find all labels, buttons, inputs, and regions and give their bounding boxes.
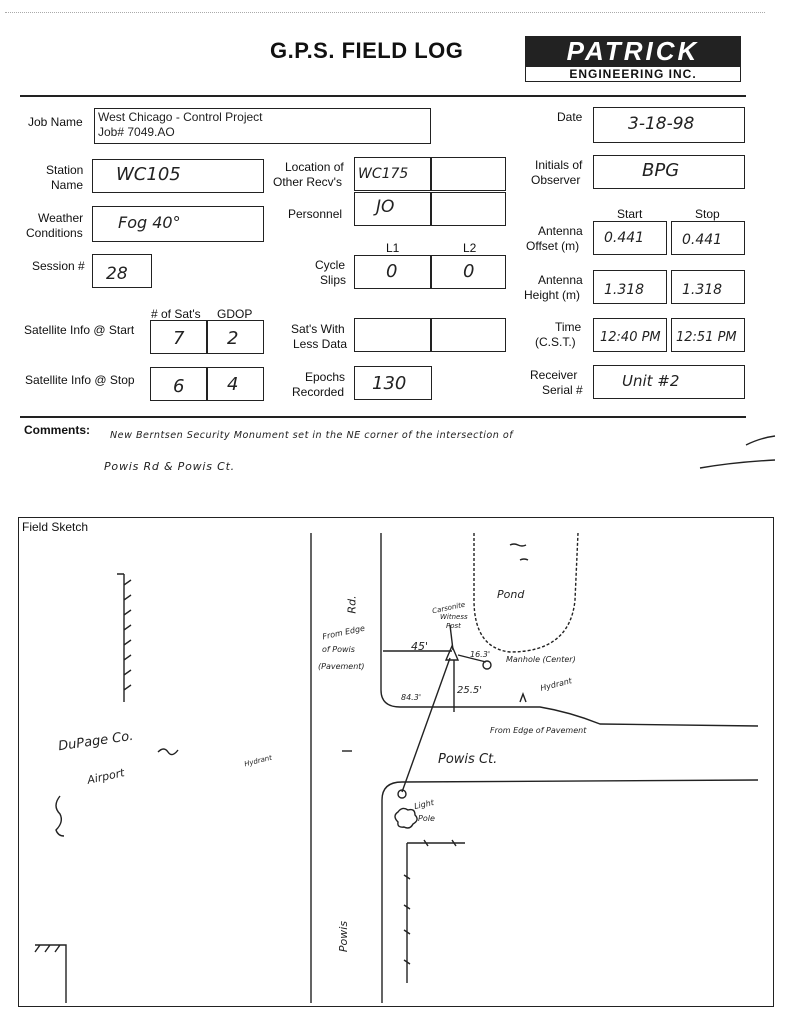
sat-info-start-label: Satellite Info @ Start (24, 323, 135, 337)
label-pond: Pond (497, 588, 525, 601)
label-dist-45: 45' (411, 640, 429, 653)
tree-symbol (395, 808, 417, 828)
label-light-1: Light (413, 798, 435, 811)
sats-stop-value: 6 (173, 376, 185, 397)
margin-mark-1 (746, 436, 775, 445)
label-hydrant: Hydrant (539, 676, 573, 693)
label-from-edge-2: of Powis (322, 645, 355, 654)
label-powis-ct: Powis Ct. (438, 752, 498, 767)
squiggle-2 (56, 796, 64, 836)
station-name-label-1: Station (46, 163, 84, 177)
road-upper-edge (381, 533, 758, 726)
antenna-height-label-2: Height (m) (524, 288, 581, 302)
time-label-2: (C.S.T.) (535, 335, 576, 349)
pond-dash-2 (520, 559, 528, 560)
antenna-offset-stop-value: 0.441 (682, 232, 723, 248)
job-name-label: Job Name (28, 115, 83, 129)
antenna-offset-start-value: 0.441 (604, 230, 645, 246)
label-from-edge-pavement: From Edge of Pavement (490, 726, 587, 735)
label-dist-163: 16.3' (470, 650, 491, 659)
weather-label-2: Conditions (26, 226, 83, 240)
sats-start-value: 7 (173, 328, 185, 349)
sats-less-data-label-2: Less Data (293, 337, 348, 351)
hatched-wall (117, 574, 131, 702)
receiver-label-1: Receiver (530, 368, 578, 382)
label-carsonite-1: Carsonite (431, 600, 466, 616)
comments-label: Comments: (24, 423, 91, 437)
label-airport: Airport (86, 766, 126, 787)
time-label-1: Time (555, 320, 582, 334)
pond-outline (474, 533, 578, 652)
label-dupage: DuPage Co. (57, 728, 135, 755)
weather-value: Fog 40° (118, 213, 181, 232)
label-dist-843: 84.3' (401, 693, 422, 702)
start-column-label: Start (617, 207, 643, 221)
location-label-1: Location of (285, 160, 344, 174)
date-label: Date (557, 110, 583, 124)
label-from-edge-1: From Edge (321, 623, 366, 642)
comment-line-1: New Berntsen Security Monument set in the NE corner of the intersection of (110, 430, 514, 441)
squiggle-1 (158, 749, 178, 755)
time-stop-value: 12:51 PM (676, 330, 737, 345)
cycle-slips-label-1: Cycle (315, 258, 346, 272)
antenna-height-label-1: Antenna (538, 273, 583, 287)
l2-column-label: L2 (463, 241, 477, 255)
logo-subtitle: ENGINEERING INC. (525, 66, 741, 82)
manhole-symbol (483, 661, 491, 669)
epochs-label-2: Recorded (292, 385, 345, 399)
sat-info-stop-label: Satellite Info @ Stop (25, 373, 135, 387)
label-from-edge-3: (Pavement) (318, 662, 365, 671)
l1-column-label: L1 (386, 241, 400, 255)
fence-ticks (404, 840, 456, 964)
epochs-value: 130 (372, 373, 407, 394)
time-start-value: 12:40 PM (600, 330, 661, 345)
antenna-height-start-value: 1.318 (604, 282, 645, 298)
road-lower-edge (382, 780, 758, 1003)
personnel-value: JO (376, 197, 395, 217)
job-name-value-2: Job# 7049.AO (98, 125, 175, 139)
other-recv-value: WC175 (358, 166, 409, 182)
label-hydrant-left: Hydrant (243, 753, 273, 769)
weather-label-1: Weather (38, 211, 84, 225)
measure-843 (402, 658, 450, 792)
gdop-stop-value: 4 (227, 374, 239, 395)
personnel-label: Personnel (288, 207, 343, 221)
page-title: G.P.S. FIELD LOG (270, 38, 464, 63)
cycle-slips-l1-value: 0 (386, 261, 398, 282)
sats-less-data-label-1: Sat's With (291, 322, 345, 336)
antenna-offset-label-2: Offset (m) (526, 239, 580, 253)
pond-dash-1 (510, 544, 526, 546)
job-name-value-1: West Chicago - Control Project (98, 110, 263, 124)
session-value: 28 (106, 264, 128, 284)
label-manhole: Manhole (Center) (506, 655, 576, 664)
cycle-slips-l2-value: 0 (463, 261, 475, 282)
receiver-serial-value: Unit #2 (622, 372, 680, 390)
label-carsonite-2: Witness (440, 613, 468, 621)
logo-wordmark: PATRICK (525, 36, 741, 66)
label-light-2: Pole (418, 814, 435, 823)
field-sketch-label: Field Sketch (22, 520, 89, 534)
comment-line-2: Powis Rd & Powis Ct. (104, 460, 235, 473)
epochs-label-1: Epochs (305, 370, 346, 384)
hatched-corner (35, 945, 66, 1003)
initials-label-2: Observer (531, 173, 581, 187)
num-sats-label: # of Sat's (151, 307, 201, 321)
stop-column-label: Stop (695, 207, 720, 221)
initials-value: BPG (642, 160, 680, 181)
cycle-slips-label-2: Slips (320, 273, 347, 287)
label-carsonite-3: Post (446, 622, 461, 630)
antenna-height-stop-value: 1.318 (682, 282, 723, 298)
initials-label-1: Initials of (535, 158, 583, 172)
margin-mark-2 (700, 460, 775, 468)
gdop-start-value: 2 (227, 328, 239, 349)
monument-symbol (446, 646, 458, 660)
label-rd: Rd. (345, 595, 359, 614)
hydrant-symbol (520, 694, 526, 702)
label-dist-255: 25.5' (457, 685, 483, 696)
antenna-offset-label-1: Antenna (538, 224, 583, 238)
station-name-value: WC105 (116, 164, 181, 185)
label-powis-vertical: Powis (337, 920, 351, 953)
location-label-2: Other Recv's (273, 175, 342, 189)
session-label: Session # (32, 259, 85, 273)
receiver-label-2: Serial # (542, 383, 583, 397)
gdop-label: GDOP (217, 307, 253, 321)
station-name-label-2: Name (51, 178, 84, 192)
date-value: 3-18-98 (628, 114, 695, 134)
